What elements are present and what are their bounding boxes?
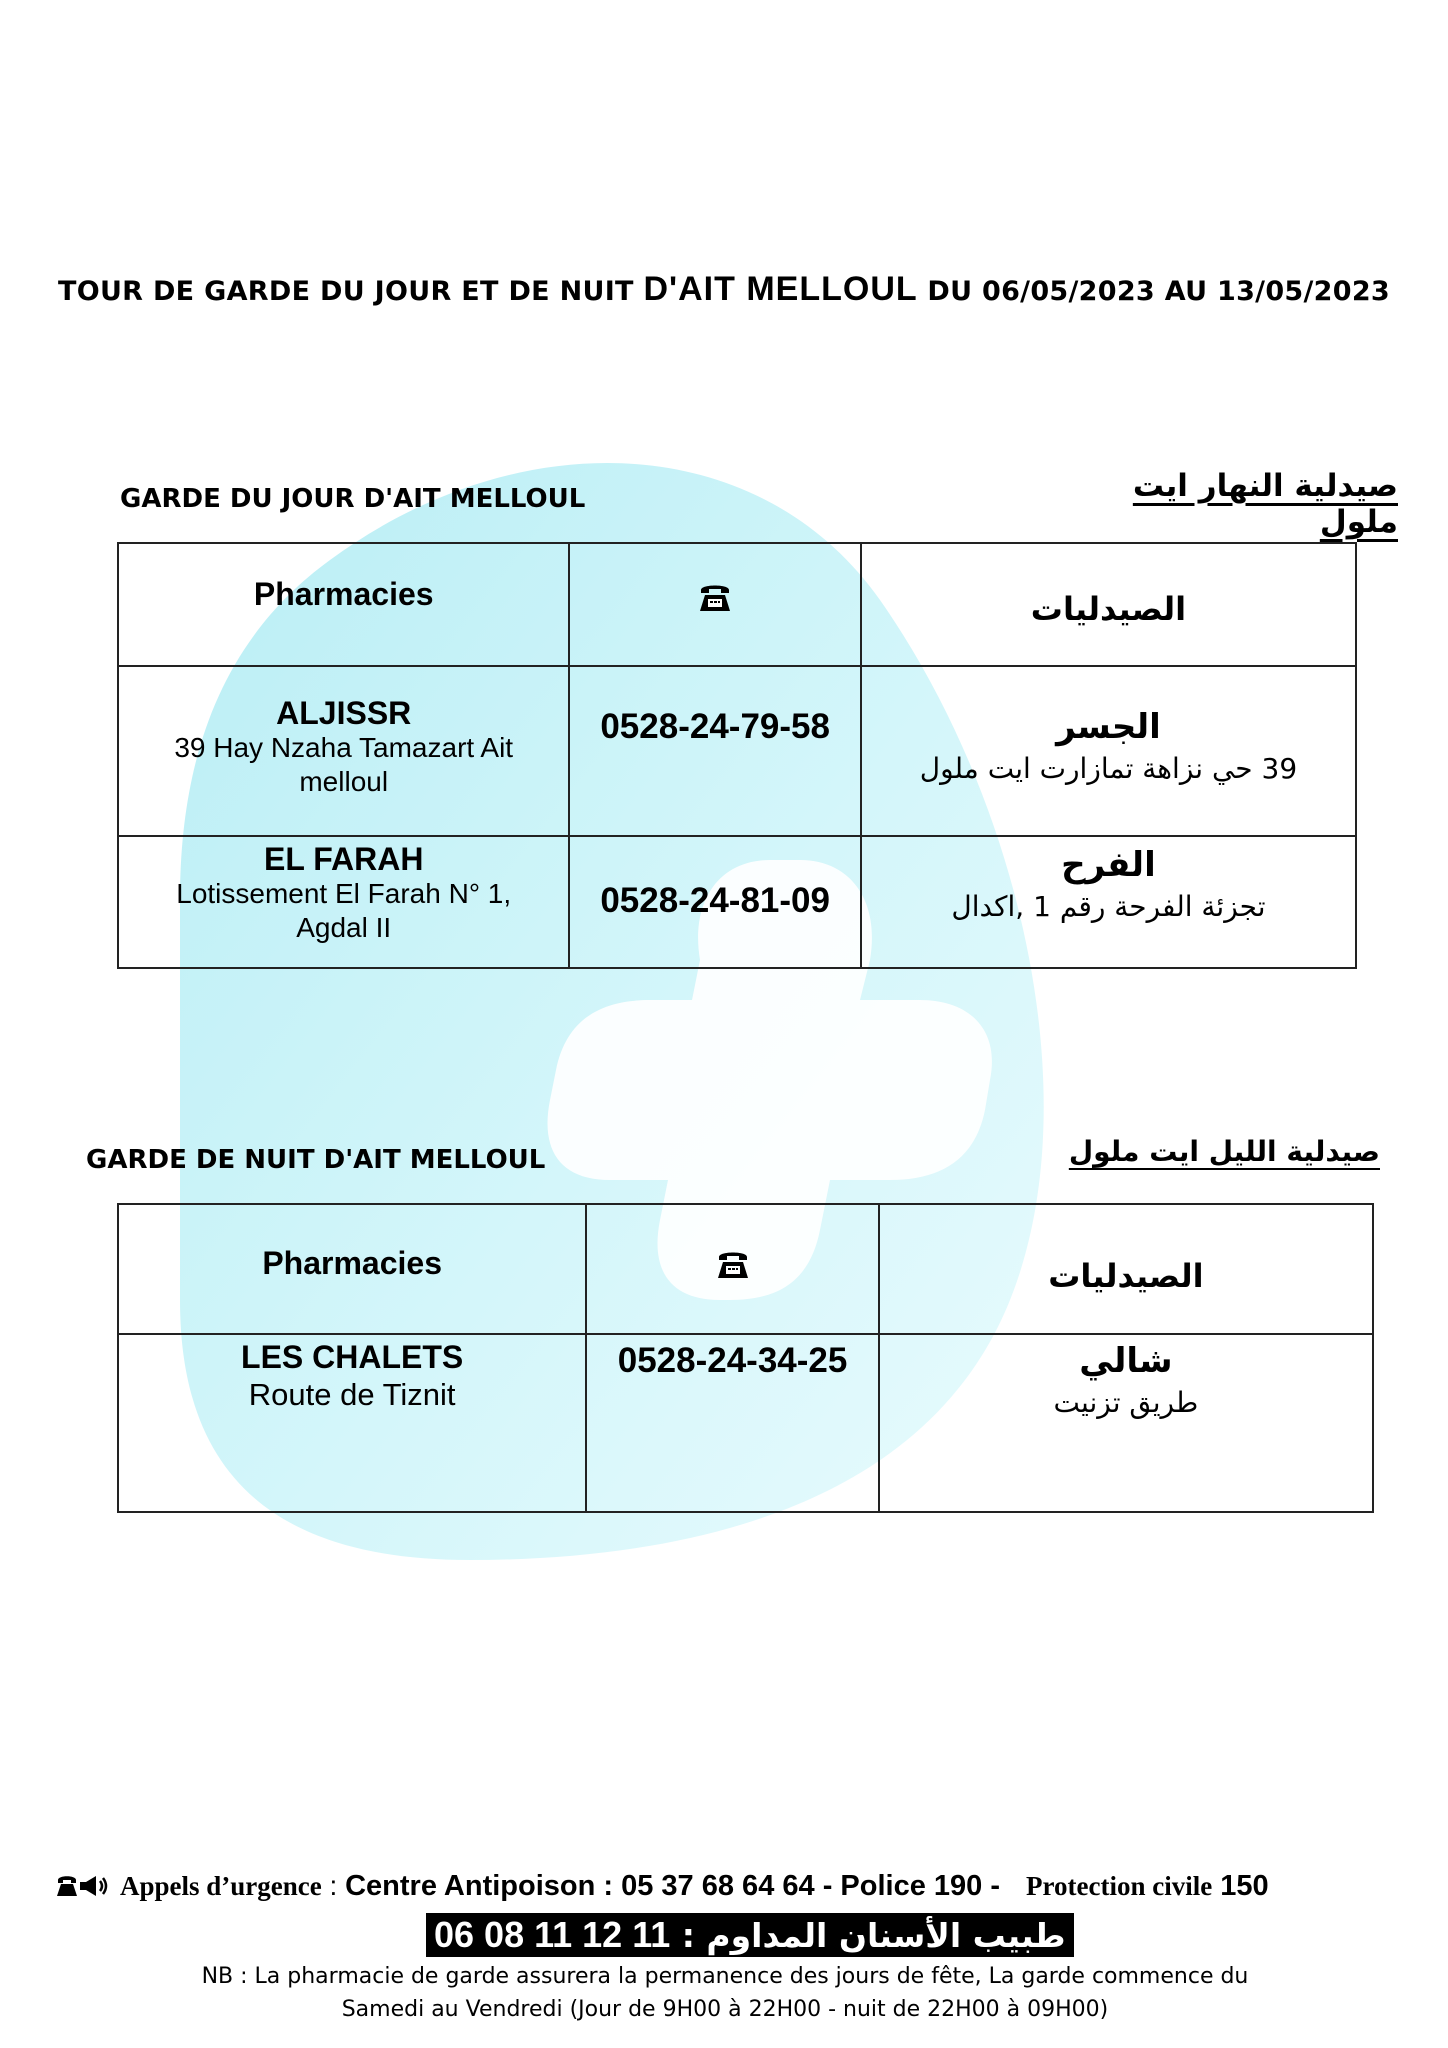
pharmacy-phone: 0528-24-34-25 (617, 1341, 848, 1380)
header-cell-ar (861, 543, 1356, 666)
header-cell-phone (569, 543, 860, 666)
pharmacy-address-ar: 39 حي نزاهة تمازارت ايت ملول (919, 752, 1298, 785)
note-line-1: NB : La pharmacie de garde assurera la permanence des jours de fête, La garde commence du (201, 1964, 1249, 1989)
header-cell-fr (118, 1204, 586, 1334)
pharmacy-address: Lotissement El Farah N° 1, Agdal II (176, 878, 512, 943)
protection-civile-number: 150 (1212, 1870, 1269, 1902)
pharmacy-phone-cell (569, 836, 860, 968)
pharmacy-name-ar: شالي (1079, 1341, 1173, 1381)
pharmacy-name: EL FARAH (264, 841, 424, 877)
header-cell-ar (879, 1204, 1373, 1334)
night-pharmacy-table (117, 1203, 1374, 1513)
table-header-row (118, 543, 1356, 666)
pharmacy-phone-cell (586, 1334, 879, 1512)
pharmacy-ar-cell (861, 836, 1356, 968)
pharmacy-address: Route de Tiznit (248, 1377, 456, 1412)
dentist-banner (426, 1913, 1074, 1957)
day-section-title-ar: صيدلية النهار ايت ملول (1132, 468, 1398, 540)
pharmacy-name-ar: الجسر (1056, 707, 1161, 747)
pharmacy-address-ar: طريق تزنيت (1053, 1386, 1199, 1419)
night-section-title-ar: صيدلية الليل ايت ملول (1068, 1135, 1380, 1168)
telephone-icon (56, 1874, 78, 1898)
header-pharmacies: Pharmacies (253, 576, 434, 612)
pharmacy-fr-cell (118, 836, 569, 968)
emergency-colon: : (321, 1870, 346, 1901)
day-section-title-fr: GARDE DU JOUR D'AIT MELLOUL (120, 484, 586, 514)
night-section-title-fr: GARDE DE NUIT D'AIT MELLOUL (86, 1145, 546, 1175)
pharmacy-address-ar: تجزئة الفرحة رقم 1 ,اكدال (951, 890, 1266, 923)
note-line-2: Samedi au Vendredi (Jour de 9H00 à 22H00 - nuit de 22H00 à 09H00) (341, 1997, 1109, 2022)
pharmacy-phone-cell (569, 666, 860, 836)
title-town: D'AIT MELLOUL (643, 270, 918, 308)
footer-note (100, 1960, 1350, 2026)
table-row (118, 666, 1356, 836)
pharmacy-name: LES CHALETS (241, 1339, 464, 1375)
dentist-label: طبيب الأسنان المداوم : (681, 1916, 1066, 1955)
megaphone-icon (78, 1874, 108, 1898)
table-header-row (118, 1204, 1373, 1334)
header-pharmacies: Pharmacies (262, 1245, 442, 1281)
pharmacy-phone: 0528-24-79-58 (600, 707, 830, 746)
header-cell-phone (586, 1204, 879, 1334)
emergency-line (56, 1870, 1416, 1903)
dentist-number: 06 08 11 12 11 (434, 1914, 671, 1955)
emergency-numbers: Centre Antipoison : 05 37 68 64 64 - Police 190 - (345, 1870, 1009, 1902)
title-suffix: DU 06/05/2023 AU 13/05/2023 (917, 276, 1391, 307)
pharmacy-address: 39 Hay Nzaha Tamazart Ait melloul (174, 732, 514, 797)
protection-civile-label: Protection civile (1026, 1871, 1213, 1901)
day-pharmacy-table (117, 542, 1357, 969)
pharmacy-fr-cell (118, 666, 569, 836)
pharmacy-phone: 0528-24-81-09 (600, 881, 830, 920)
pharmacy-fr-cell (118, 1334, 586, 1512)
pharmacy-name: ALJISSR (276, 695, 412, 731)
table-row (118, 1334, 1373, 1512)
header-cell-fr (118, 543, 569, 666)
header-pharmacies-ar: الصيدليات (1048, 1257, 1204, 1295)
title-prefix: TOUR DE GARDE DU JOUR ET DE NUIT (57, 276, 644, 307)
telephone-icon (697, 580, 733, 614)
table-row (118, 836, 1356, 968)
header-pharmacies-ar: الصيدليات (1030, 590, 1187, 628)
telephone-icon (715, 1247, 751, 1281)
pharmacy-name-ar: الفرح (1061, 845, 1156, 885)
page-title (0, 270, 1448, 309)
pharmacy-ar-cell (861, 666, 1356, 836)
pharmacy-ar-cell (879, 1334, 1373, 1512)
emergency-label: Appels d’urgence (120, 1871, 322, 1901)
